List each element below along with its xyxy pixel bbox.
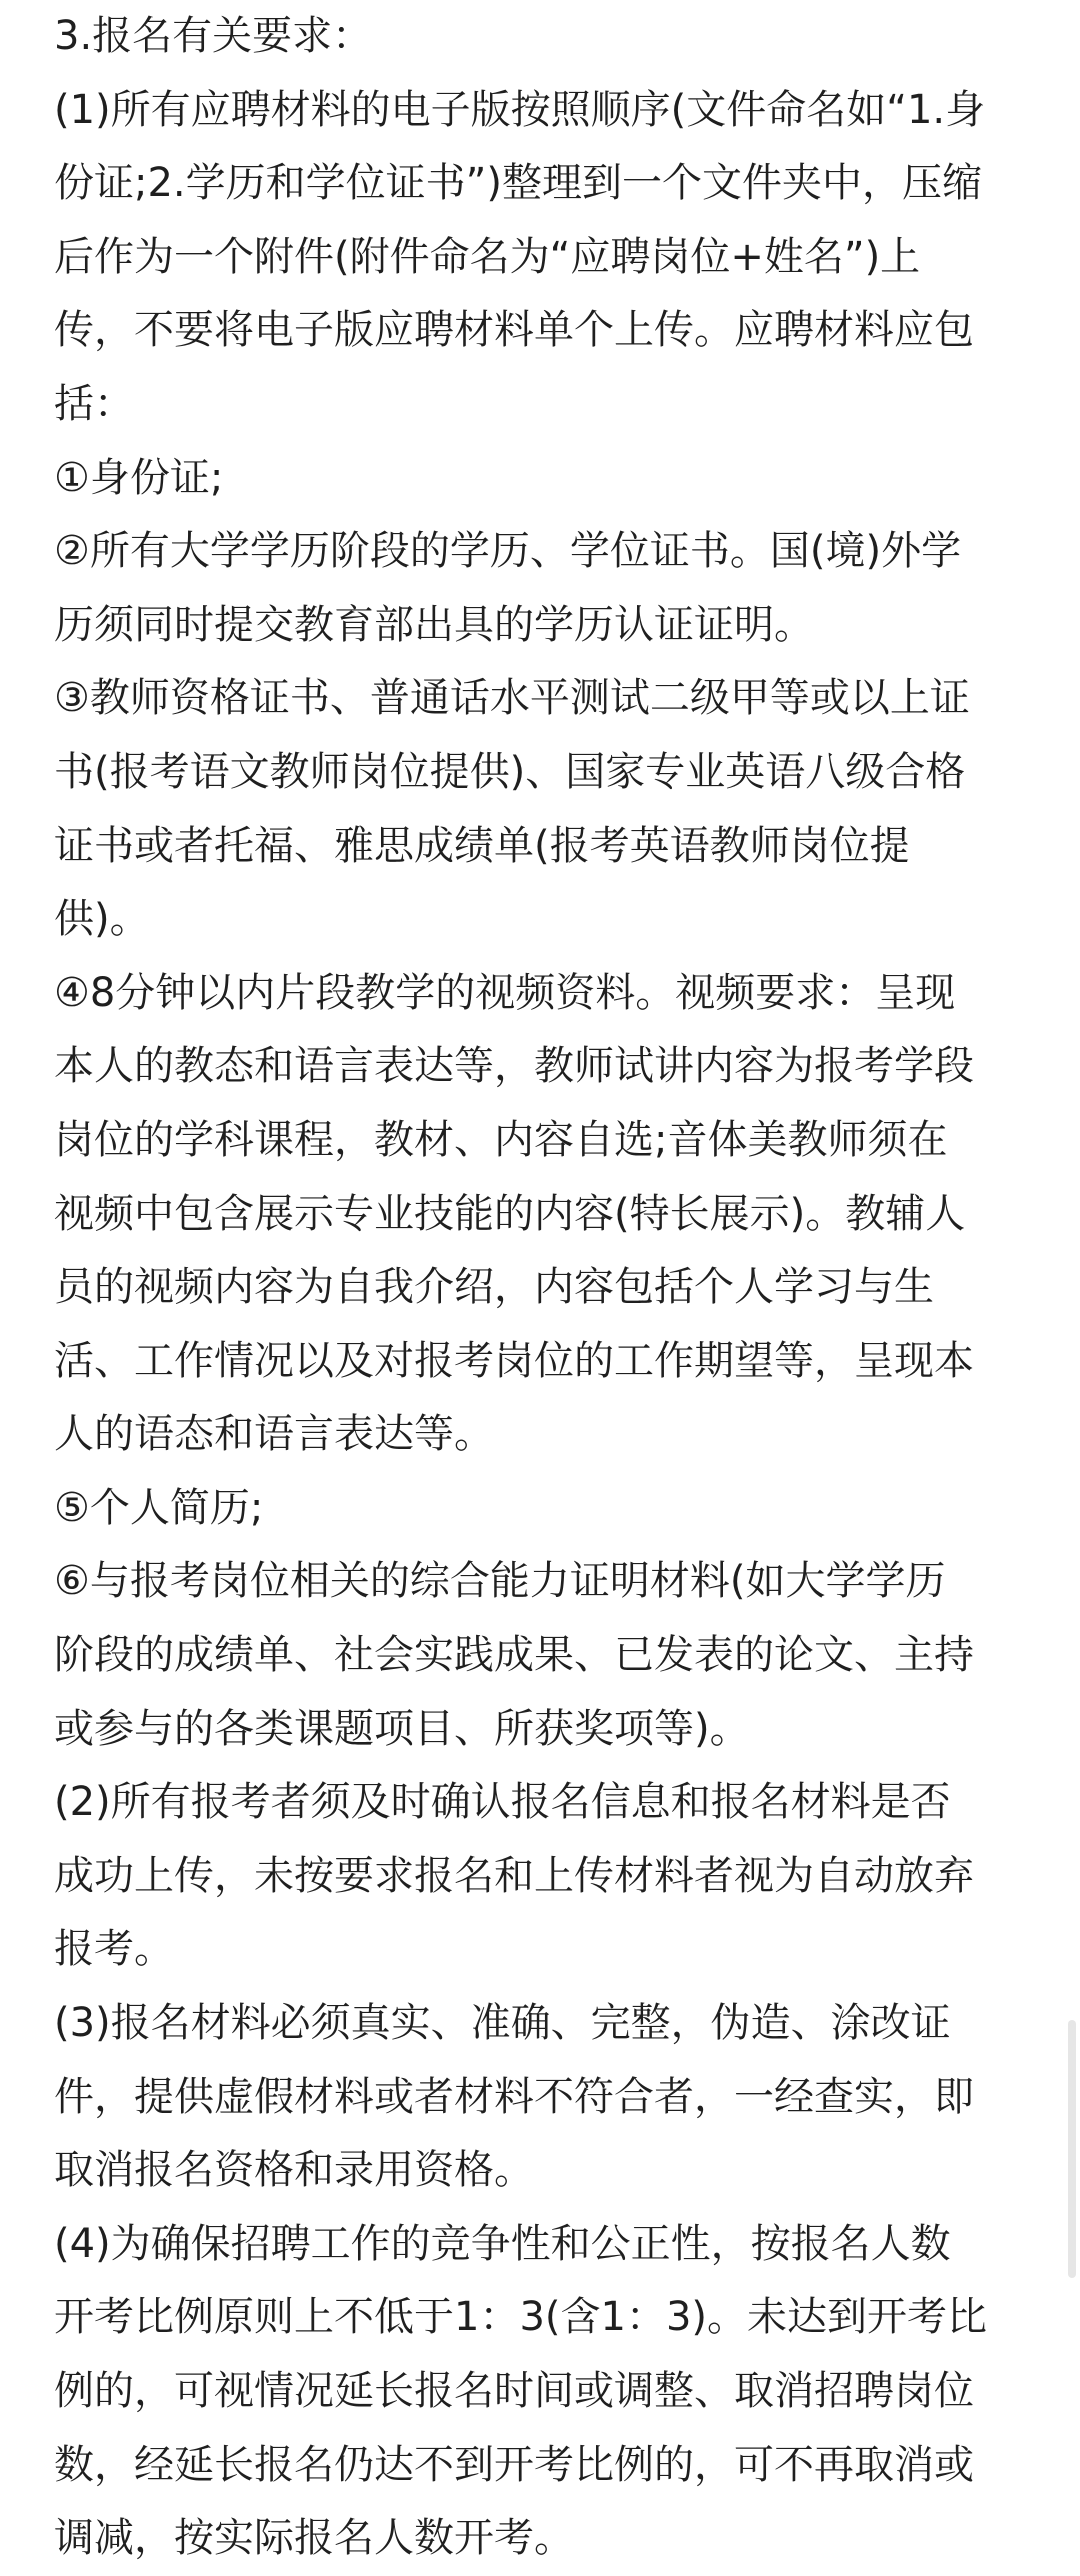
text-line: 开考比例原则上不低于1：3(含1：3)。未达到开考比 [54,2294,988,2341]
text-line: 3.报名有关要求： [54,13,373,59]
text-line: 成功上传，未按要求报名和上传材料者视为自动放弃 [54,1852,974,1899]
text-line: 括： [54,380,134,427]
text-line: 件，提供虚假材料或者材料不符合者，一经查实，即 [54,2073,974,2120]
text-line: 历须同时提交教育部出具的学历认证证明。 [54,601,814,648]
text-line: 调减，按实际报名人数开考。 [54,2515,574,2562]
text-line: ①身份证; [54,454,224,501]
text-line: 员的视频内容为自我介绍，内容包括个人学习与生 [54,1264,934,1311]
text-line: (1)所有应聘材料的电子版按照顺序(文件命名如“1.身 [54,86,986,133]
text-line: ②所有大学学历阶段的学历、学位证书。国(境)外学 [54,528,962,575]
text-line: 证书或者托福、雅思成绩单(报考英语教师岗位提 [54,822,910,869]
text-line: 取消报名资格和录用资格。 [54,2147,534,2194]
text-line: (2)所有报考者须及时确认报名信息和报名材料是否 [54,1779,951,1826]
text-line: ④8分钟以内片段教学的视频资料。视频要求：呈现 [54,969,956,1016]
text-line: 本人的教态和语言表达等，教师试讲内容为报考学段 [54,1043,974,1090]
text-line: 份证;2.学历和学位证书”)整理到一个文件夹中，压缩 [54,160,982,207]
text-line: 后作为一个附件(附件命名为“应聘岗位+姓名”)上 [54,233,921,280]
text-line: 报考。 [54,1926,174,1973]
text-line: 书(报考语文教师岗位提供)、国家专业英语八级合格 [54,748,966,795]
text-line: 岗位的学科课程，教材、内容自选;音体美教师须在 [54,1116,948,1163]
document-body [54,0,1044,2576]
text-line: 活、工作情况以及对报考岗位的工作期望等，呈现本 [54,1337,974,1384]
text-line: 视频中包含展示专业技能的内容(特长展示)。教辅人 [54,1190,966,1237]
text-line: 传，不要将电子版应聘材料单个上传。应聘材料应包 [54,307,974,354]
text-line: ⑥与报考岗位相关的综合能力证明材料(如大学学历 [54,1558,946,1605]
text-line: 阶段的成绩单、社会实践成果、已发表的论文、主持 [54,1632,974,1679]
text-line: (3)报名材料必须真实、准确、完整，伪造、涂改证 [54,2000,951,2047]
text-line: 例的，可视情况延长报名时间或调整、取消招聘岗位 [54,2368,974,2414]
scrollbar[interactable] [1068,2020,1076,2278]
text-line: 或参与的各类课题项目、所获奖项等)。 [54,1705,750,1752]
text-line: 供)。 [54,896,150,943]
text-line: ⑤个人简历; [54,1484,264,1531]
text-line: 人的语态和语言表达等。 [54,1411,494,1458]
text-line: (4)为确保招聘工作的竞争性和公正性，按报名人数 [54,2220,951,2267]
text-line: ③教师资格证书、普通话水平测试二级甲等或以上证 [54,675,970,722]
text-line: 数，经延长报名仍达不到开考比例的，可不再取消或 [54,2441,974,2488]
